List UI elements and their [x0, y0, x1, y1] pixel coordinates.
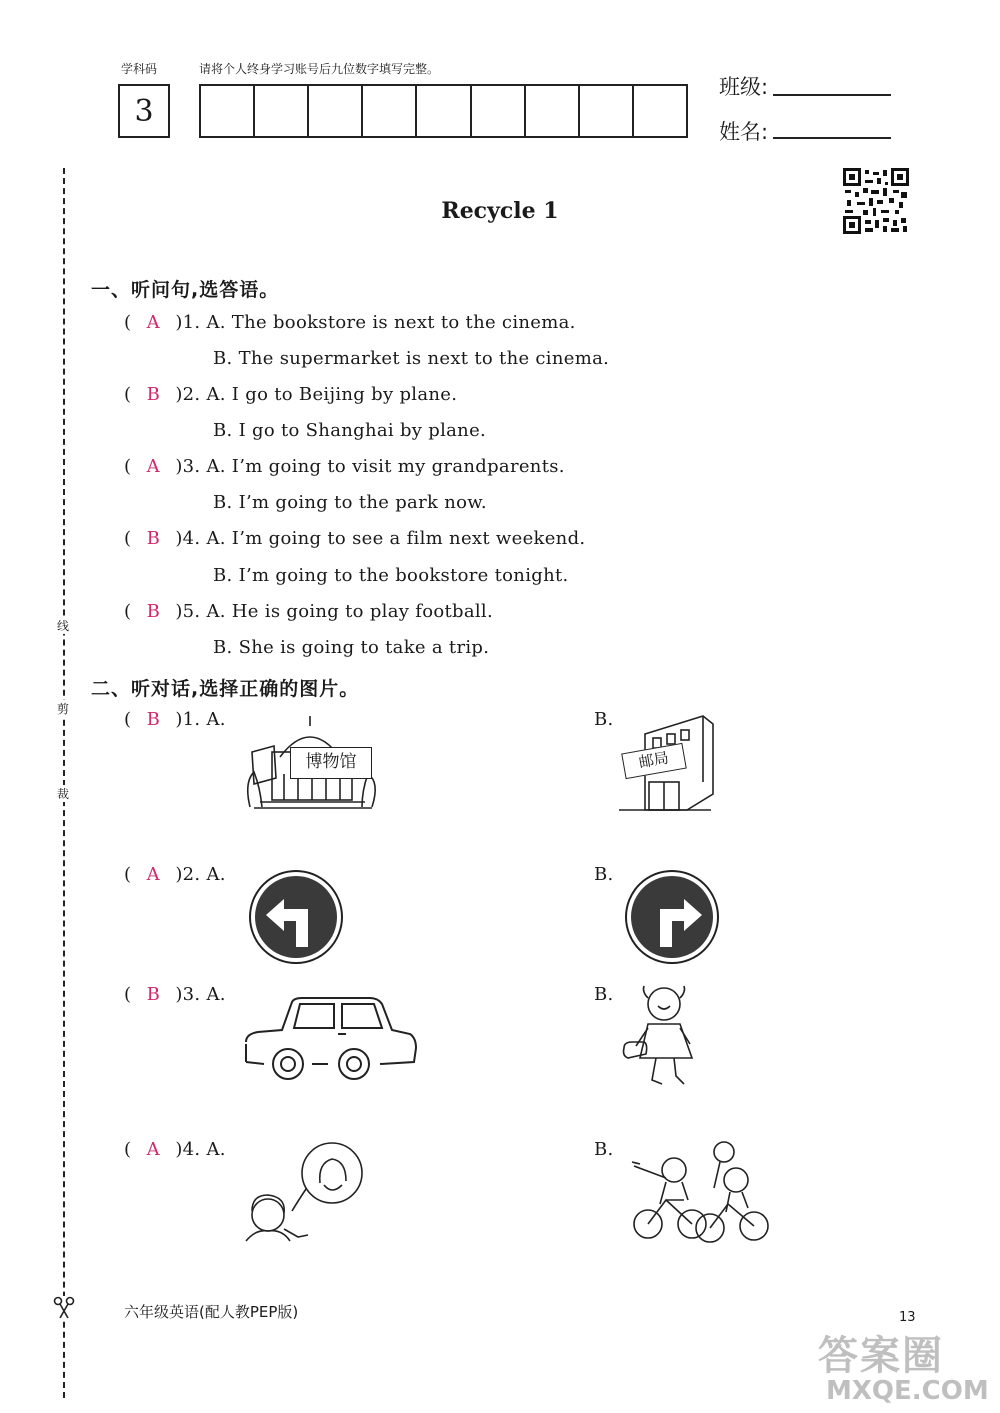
s2-q2-option-b-label: B.: [594, 864, 614, 885]
s2-q3-option-b-label: B.: [594, 984, 614, 1005]
subject-code-box: 3: [118, 84, 170, 138]
option-a: A. He is going to play football.: [206, 601, 494, 622]
watermark-url: MXQE.COM: [826, 1376, 989, 1406]
s1-q4-option-b: B. I’m going to the bookstore tonight.: [213, 565, 569, 586]
digit-cell[interactable]: [634, 86, 686, 136]
digit-cell[interactable]: [580, 86, 634, 136]
s2-question-1: ( B )1. A.: [124, 709, 226, 730]
name-field-line[interactable]: [773, 137, 891, 139]
kids-riding-bikes-icon[interactable]: [630, 1138, 776, 1246]
answer-mark[interactable]: B: [146, 601, 161, 622]
question-number: )1. A.: [175, 709, 226, 730]
question-number: )3. A.: [175, 984, 226, 1005]
digit-cell[interactable]: [417, 86, 471, 136]
answer-mark[interactable]: B: [146, 384, 161, 405]
page-title: Recycle 1: [441, 198, 559, 224]
book-title: 六年级英语(配人教PEP版): [124, 1303, 299, 1321]
phone-call-icon[interactable]: [242, 1141, 372, 1245]
post-office-picture[interactable]: [615, 712, 720, 814]
answer-mark[interactable]: B: [146, 528, 161, 549]
question-number: )5.: [175, 601, 201, 622]
s1-q1-option-b: B. The supermarket is next to the cinema.: [213, 348, 610, 369]
option-a: A. I’m going to see a film next weekend.: [206, 528, 586, 549]
cut-line: [63, 168, 65, 1398]
cut-char-xian: 线: [52, 617, 74, 634]
s1-question-3: ( A )3. A. I’m going to visit my grandparents.: [124, 456, 565, 477]
digit-cell[interactable]: [255, 86, 309, 136]
s1-question-2: ( B )2. A. I go to Beijing by plane.: [124, 384, 458, 405]
turn-left-sign-icon[interactable]: [248, 869, 344, 965]
digit-cell[interactable]: [201, 86, 255, 136]
s1-question-5: ( B )5. A. He is going to play football.: [124, 601, 494, 622]
s1-q3-option-b: B. I’m going to the park now.: [213, 492, 487, 513]
girl-walking-icon[interactable]: [618, 984, 702, 1088]
cut-char-cai: 裁: [52, 785, 74, 802]
section2-heading: 二、听对话,选择正确的图片。: [91, 678, 360, 700]
name-label: 姓名:: [719, 120, 769, 144]
instruction-text: 请将个人终身学习账号后九位数字填写完整。: [199, 62, 440, 76]
museum-sign: 博物馆: [290, 747, 372, 779]
answer-mark[interactable]: B: [146, 984, 161, 1005]
question-number: )4.: [175, 528, 201, 549]
question-number: )2.: [175, 384, 201, 405]
question-number: )3.: [175, 456, 201, 477]
watermark-main: 答案圈: [818, 1333, 944, 1379]
digit-cell[interactable]: [363, 86, 417, 136]
option-a: A. The bookstore is next to the cinema.: [206, 312, 576, 333]
turn-right-sign-icon[interactable]: [624, 869, 720, 965]
s2-question-2: ( A )2. A.: [124, 864, 226, 885]
s1-q5-option-b: B. She is going to take a trip.: [213, 637, 490, 658]
option-a: A. I go to Beijing by plane.: [206, 384, 458, 405]
s1-question-4: ( B )4. A. I’m going to see a film next weekend.: [124, 528, 586, 549]
museum-picture[interactable]: [240, 712, 385, 812]
answer-mark[interactable]: A: [146, 456, 160, 477]
answer-mark[interactable]: A: [146, 312, 160, 333]
class-field-line[interactable]: [773, 94, 891, 96]
s1-q2-option-b: B. I go to Shanghai by plane.: [213, 420, 487, 441]
digit-cell[interactable]: [309, 86, 363, 136]
digit-cell[interactable]: [526, 86, 580, 136]
scissors-icon: [53, 1296, 75, 1320]
subject-code-label: 学科码: [121, 62, 158, 76]
question-number: )4. A.: [175, 1139, 226, 1160]
answer-mark[interactable]: B: [146, 709, 161, 730]
page-number: 13: [899, 1310, 916, 1325]
question-number: )1.: [175, 312, 201, 333]
account-digits-boxes[interactable]: [199, 84, 688, 138]
car-icon[interactable]: [242, 994, 418, 1082]
cut-char-jian: 剪: [52, 700, 74, 717]
class-label: 班级:: [719, 75, 769, 99]
digit-cell[interactable]: [472, 86, 526, 136]
answer-mark[interactable]: A: [146, 864, 160, 885]
s2-q1-option-b-label: B.: [594, 709, 614, 730]
option-a: A. I’m going to visit my grandparents.: [206, 456, 565, 477]
post-office-sign: 邮局: [621, 743, 687, 779]
s2-q4-option-b-label: B.: [594, 1139, 614, 1160]
s1-question-1: ( A )1. A. The bookstore is next to the cinema.: [124, 312, 576, 333]
question-number: )2. A.: [175, 864, 226, 885]
s2-question-4: ( A )4. A.: [124, 1139, 226, 1160]
s2-question-3: ( B )3. A.: [124, 984, 226, 1005]
section1-heading: 一、听问句,选答语。: [91, 279, 280, 301]
answer-mark[interactable]: A: [146, 1139, 160, 1160]
